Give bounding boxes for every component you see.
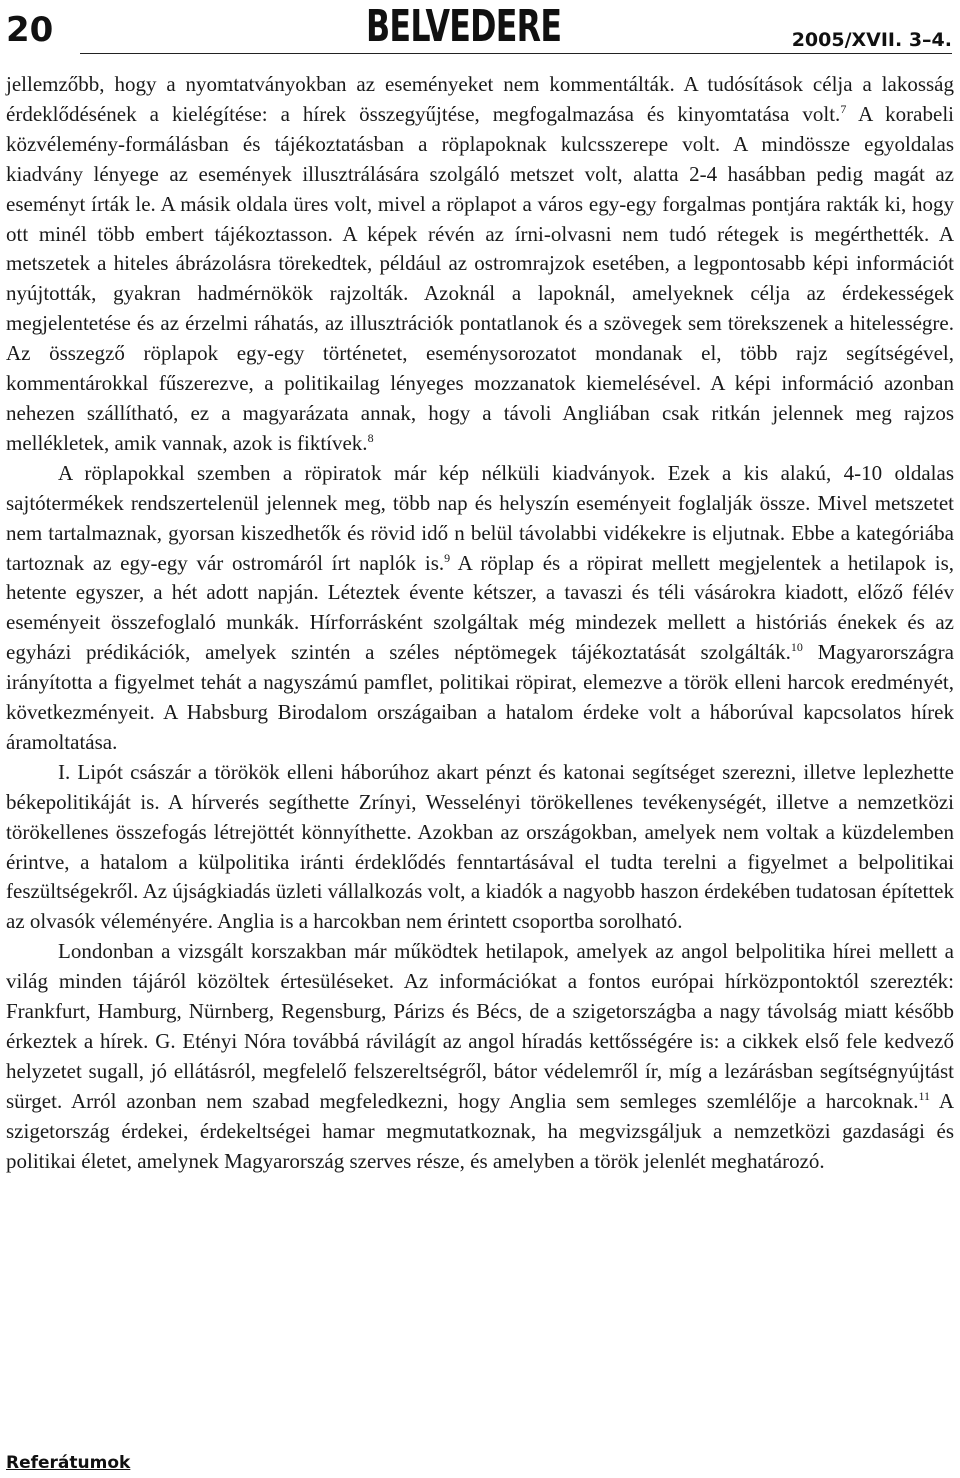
paragraph-text: I. Lipót császár a törökök elleni háborúhoz akart pénzt és katonai segítséget szerezni, illetve leplezhette békepolitikáját is. A hírverés segíthette Zrínyi, Wesselényi törökellenes tevékenységét, illetve a nemzetközi törökellenes összefogás létrejöttét könnyíthette. Azokban az országokban, amelyek nem voltak a küzdelemben érintve, a hatalom a külpolitika iránti érdeklődés fenntartásával el tudta terelni a figyelmet a belpolitikai feszültségekről. Az újságkiadás üzleti vállalkozás volt, a kiadók a nagyobb haszon érdekében tudatosan építettek az olvasók véleményére. Anglia is a harcokban nem érintett csoportba sorolható. [6, 759, 954, 934]
footnote-marker: 8 [367, 430, 374, 445]
footnote-marker: 9 [444, 550, 451, 565]
issue-number: 2005/XVII. 3–4. [791, 29, 952, 51]
footnote-marker: 10 [790, 640, 803, 655]
footnote-marker: 7 [840, 101, 847, 116]
header-rule [80, 53, 952, 54]
paragraph-text: jellemzőbb, hogy a nyomtatványokban az eseményeket nem kommentálták. A tudósítások célja a lakosság érdeklődésének a kielégítése: a hírek összegyűjtése, megfogalmazása és kinyomtatása volt. [6, 72, 954, 126]
article-body [6, 70, 954, 1177]
body-paragraph [6, 758, 954, 937]
paragraph-text: A szigetország érdekei, érdekeltségei hamar megmutatkoznak, ha megvizsgáljuk a nemzetközi gazdasági és politikai életet, amelynek Magyarország szerves része, és amelyben a török jelenlét meghatározó. [6, 1088, 954, 1173]
body-paragraph [6, 459, 954, 758]
paragraph-text: A röplapokkal szemben a röpiratok már kép nélküli kiadványok. Ezek a kis alakú, 4-10 oldalas sajtótermékek rendszertelenül jelennek meg, több nap és helyszín eseményeit foglalják össze. Mivel metszetet nem tartalmaznak, gyorsan kiszedhetők és rövid idő n belül távolabbi vidékekre is eljutnak. Ebbe a kategóriába tartoznak az egy-egy vár ostromáról írt naplók is. [6, 460, 954, 575]
paragraph-text: Magyarországra irányította a figyelmet tehát a nagyszámú pamflet, politikai röpirat, elemezve a török elleni harcok eredményét, következményeit. A Habsburg Birodalom országaiban a hatalom érdeke volt a háborúval kapcsolatos hírek áramoltatása. [6, 640, 954, 754]
paragraph-text: A korabeli közvélemény-formálásban és tájékoztatásban a röplapoknak kulcsszerepe volt. A mindössze egyoldalas kiadvány lényege az események illusztrálására szolgáló metszet volt, alatta 2-4 hasábban pedig magát az eseményt írták le. A másik oldala üres volt, mivel a röplapot a város egy-egy forgalmas pontjára rakták ki, hogy ott minél több embert tájékoztasson. A képek révén az írni-olvasni nem tudó rétegek is megérthették. A metszetek a hiteles ábrázolásra törekedtek, például az ostromrajzok esetében, a legpontosabb képi információt nyújtották, gyakran hadmérnökök rajzolták. Azoknál a lapoknál, amelyeknek célja az érdekességek megjelentetése és az érzelmi ráhatás, az illusztrációk pontatlanok és a szövegek sem törekszenek a hitelességre. Az összegző röplapok egy-egy történetet, eseménysorozatot mondanak el, több rajz segítségével, kommentárokkal fűszerezve, a politikailag lényeges mozzanatok kiemelésével. A képi információ azonban nehezen szállítható, ez a magyarázata annak, hogy a távoli Angliában csak ritkán jelennek meg rajzos mellékletek, amik vannak, azok is fiktívek. [6, 101, 954, 455]
footnote-marker: 11 [918, 1088, 931, 1103]
masthead-logo: BELVEDERE [366, 1, 562, 52]
page-number: 20 [6, 10, 54, 50]
body-paragraph [6, 70, 954, 459]
paragraph-text: Londonban a vizsgált korszakban már működtek hetilapok, amelyek az angol belpolitika hírei mellett a világ minden tájáról közöltek értesüléseket. Az információkat a fontos európai hírközpontoktól szerezték: Frankfurt, Hamburg, Nürnberg, Regensburg, Párizs és Bécs, de a szigetországba a nagy távolság miatt később érkeztek a hírek. G. Etényi Nóra továbbá rávilágít az angol híradás kettősségére is: a cikkek első fele kedvező helyzetet sugall, jó ellátásról, megfelelő felszereltségről, bátor védelemről ír, míg a lezárásban segítségnyújtást sürget. Arról azonban nem szabad megfeledkezni, hogy Anglia sem semleges szemlélője a harcoknak. [6, 939, 954, 1113]
section-label: Referátumok [6, 1453, 131, 1473]
paragraph-text: A röplap és a röpirat mellett megjelentek a hetilapok is, hetente egyszer, a hét adott napján. Léteztek évente kétszer, a tavaszi és téli vásárokra kiadott, előző félév eseményeit összefoglaló munkák. Hírforrásként szolgáltak még mindezek mellett a históriás énekek és az egyházi prédikációk, amelyek szintén a széles néptömegek tájékoztatását szolgálták. [6, 550, 954, 665]
body-paragraph [6, 937, 954, 1176]
page-header [0, 0, 960, 60]
